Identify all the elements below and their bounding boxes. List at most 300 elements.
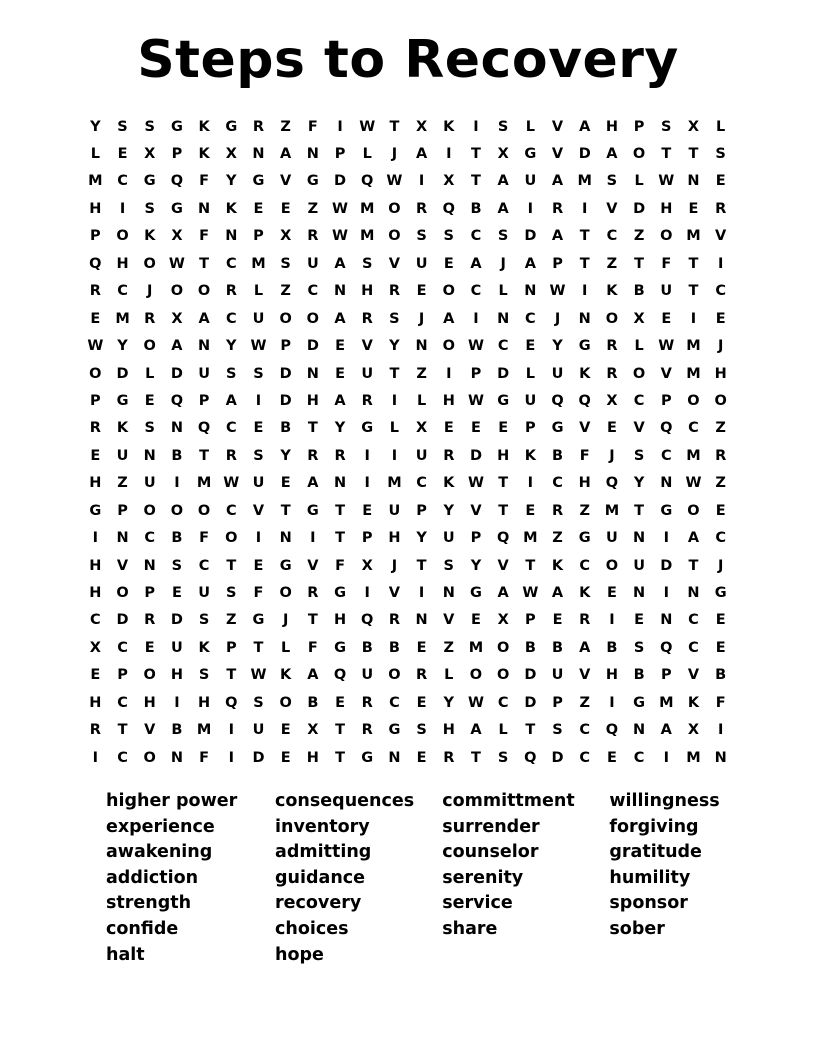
grid-cell[interactable]: N [714,749,727,766]
grid-cell[interactable]: B [171,530,183,547]
word-list-item[interactable]: hope [275,944,324,965]
grid-cell[interactable]: Z [280,283,291,300]
grid-cell[interactable]: Q [89,255,102,272]
grid-cell[interactable]: M [659,694,674,711]
grid-cell[interactable]: S [715,146,726,163]
grid-cell[interactable]: V [388,585,401,602]
grid-cell[interactable]: E [715,612,726,629]
grid-cell[interactable]: G [306,502,319,519]
grid-cell[interactable]: F [253,585,264,602]
grid-cell[interactable]: Y [226,173,237,190]
grid-cell[interactable]: I [119,200,126,217]
grid-cell[interactable]: E [280,200,291,217]
grid-cell[interactable]: W [87,338,104,355]
grid-cell[interactable]: Q [660,639,673,656]
grid-cell[interactable]: R [307,447,319,464]
grid-cell[interactable]: S [280,255,291,272]
grid-cell[interactable]: T [634,502,645,519]
grid-cell[interactable]: S [226,585,237,602]
grid-cell[interactable]: H [89,475,102,492]
grid-cell[interactable]: R [443,447,455,464]
grid-cell[interactable]: Y [470,557,482,574]
grid-cell[interactable]: V [551,146,564,163]
grid-cell[interactable]: R [361,392,373,409]
grid-cell[interactable]: L [253,283,264,300]
grid-cell[interactable]: R [579,612,591,629]
grid-cell[interactable]: Y [552,338,563,355]
grid-cell[interactable]: G [714,585,727,602]
grid-cell[interactable]: O [143,255,156,272]
word-list-item[interactable]: confide [106,919,179,940]
grid-cell[interactable]: A [551,173,564,190]
grid-cell[interactable]: C [579,557,591,574]
grid-cell[interactable]: Y [416,530,427,547]
grid-cell[interactable]: I [527,475,534,492]
grid-cell[interactable]: R [225,447,237,464]
grid-cell[interactable]: G [388,722,401,739]
word-list-item[interactable]: inventory [275,816,370,837]
grid-cell[interactable]: N [578,310,591,327]
grid-cell[interactable]: K [280,667,292,684]
grid-cell[interactable]: B [470,200,482,217]
grid-cell[interactable]: G [361,749,374,766]
grid-cell[interactable]: I [174,694,180,711]
word-list-item[interactable]: gratitude [609,842,702,863]
grid-cell[interactable]: Q [524,749,537,766]
grid-cell[interactable]: K [579,365,591,382]
word-list-item[interactable]: higher power [106,791,238,812]
grid-cell[interactable]: U [198,585,210,602]
grid-cell[interactable]: U [143,475,156,492]
grid-cell[interactable]: V [252,502,265,519]
grid-cell[interactable]: O [197,283,211,300]
grid-cell[interactable]: H [306,749,319,766]
grid-cell[interactable]: G [551,420,564,437]
grid-cell[interactable]: R [89,283,101,300]
grid-cell[interactable]: P [633,118,645,135]
grid-cell[interactable]: I [582,283,588,300]
grid-cell[interactable]: Q [197,420,211,437]
grid-cell[interactable]: T [280,502,291,519]
grid-cell[interactable]: G [279,557,292,574]
grid-cell[interactable]: Q [170,392,184,409]
grid-cell[interactable]: Q [225,694,238,711]
grid-cell[interactable]: P [334,146,346,163]
grid-cell[interactable]: K [687,694,700,711]
grid-cell[interactable]: S [117,118,128,135]
grid-cell[interactable]: C [117,694,128,711]
grid-cell[interactable]: C [144,530,156,547]
grid-cell[interactable]: R [606,338,618,355]
grid-cell[interactable]: U [361,365,374,382]
grid-cell[interactable]: B [633,667,645,684]
grid-cell[interactable]: S [661,118,672,135]
grid-cell[interactable]: E [416,694,427,711]
grid-cell[interactable]: L [716,118,726,135]
grid-cell[interactable]: K [116,420,129,437]
grid-cell[interactable]: N [660,475,673,492]
grid-cell[interactable]: U [442,530,455,547]
grid-cell[interactable]: J [418,310,425,327]
grid-cell[interactable]: U [116,447,129,464]
word-list-item[interactable]: strength [106,893,192,914]
grid-cell[interactable]: G [306,173,319,190]
grid-cell[interactable]: X [443,173,455,190]
grid-cell[interactable]: O [170,283,184,300]
grid-cell[interactable]: R [606,365,618,382]
grid-cell[interactable]: L [498,283,508,300]
grid-cell[interactable]: E [443,255,454,272]
grid-cell[interactable]: T [471,173,481,190]
grid-cell[interactable]: O [170,502,184,519]
grid-cell[interactable]: P [117,502,128,519]
grid-cell[interactable]: X [307,722,319,739]
grid-cell[interactable]: C [606,228,618,245]
grid-cell[interactable]: X [416,420,428,437]
grid-cell[interactable]: P [253,228,264,245]
grid-cell[interactable]: H [89,694,102,711]
grid-cell[interactable]: N [333,475,347,492]
word-list-item[interactable]: share [442,919,498,940]
grid-cell[interactable]: K [443,475,455,492]
grid-cell[interactable]: P [144,585,156,602]
grid-cell[interactable]: C [307,283,319,300]
grid-cell[interactable]: G [470,585,482,602]
grid-cell[interactable]: M [468,639,484,656]
grid-cell[interactable]: M [387,475,402,492]
grid-cell[interactable]: S [497,118,509,135]
grid-cell[interactable]: T [688,146,699,163]
grid-cell[interactable]: O [605,310,619,327]
grid-cell[interactable]: U [660,283,673,300]
grid-cell[interactable]: C [117,639,128,656]
grid-cell[interactable]: S [606,173,618,190]
grid-cell[interactable]: J [282,612,289,629]
grid-cell[interactable]: E [253,557,264,574]
grid-cell[interactable]: P [361,530,373,547]
grid-cell[interactable]: H [388,530,401,547]
grid-cell[interactable]: C [117,173,128,190]
grid-cell[interactable]: I [364,475,370,492]
grid-cell[interactable]: N [143,557,156,574]
grid-cell[interactable]: B [280,420,292,437]
grid-cell[interactable]: K [198,118,210,135]
grid-cell[interactable]: W [250,667,267,684]
grid-cell[interactable]: V [307,557,319,574]
grid-cell[interactable]: Z [280,118,291,135]
grid-cell[interactable]: P [90,228,101,245]
grid-cell[interactable]: T [471,749,481,766]
grid-cell[interactable]: M [577,173,592,190]
grid-cell[interactable]: U [633,557,645,574]
grid-cell[interactable]: E [90,310,101,327]
grid-cell[interactable]: M [686,365,701,382]
grid-cell[interactable]: T [199,447,210,464]
grid-cell[interactable]: J [554,310,561,327]
grid-cell[interactable]: N [633,585,646,602]
grid-cell[interactable]: F [335,557,345,574]
grid-cell[interactable]: Z [226,612,237,629]
grid-cell[interactable]: V [497,557,509,574]
grid-cell[interactable]: Q [578,392,591,409]
grid-cell[interactable]: H [442,392,455,409]
grid-cell[interactable]: C [715,283,726,300]
grid-cell[interactable]: U [171,639,183,656]
grid-cell[interactable]: J [391,146,398,163]
grid-cell[interactable]: T [253,639,264,656]
grid-cell[interactable]: U [252,475,265,492]
grid-cell[interactable]: H [605,118,618,135]
grid-cell[interactable]: A [470,255,482,272]
grid-cell[interactable]: T [389,118,400,135]
grid-cell[interactable]: I [228,722,234,739]
grid-cell[interactable]: J [147,283,153,300]
grid-cell[interactable]: P [90,392,101,409]
grid-cell[interactable]: T [226,557,237,574]
grid-cell[interactable]: S [144,118,155,135]
grid-cell[interactable]: E [471,420,481,437]
grid-cell[interactable]: D [334,173,347,190]
grid-cell[interactable]: E [715,639,726,656]
grid-cell[interactable]: C [579,722,591,739]
grid-cell[interactable]: C [117,749,128,766]
grid-cell[interactable]: W [467,475,484,492]
grid-cell[interactable]: F [199,749,210,766]
grid-cell[interactable]: Q [605,475,619,492]
grid-cell[interactable]: N [198,200,211,217]
grid-cell[interactable]: G [170,118,183,135]
grid-cell[interactable]: K [579,585,591,602]
grid-cell[interactable]: W [467,694,484,711]
grid-cell[interactable]: T [335,749,345,766]
grid-cell[interactable]: A [579,118,591,135]
grid-cell[interactable]: S [416,228,427,245]
grid-cell[interactable]: L [634,338,644,355]
grid-cell[interactable]: E [715,310,726,327]
word-list-item[interactable]: humility [609,867,691,888]
grid-cell[interactable]: S [253,447,264,464]
grid-cell[interactable]: A [198,310,210,327]
grid-cell[interactable]: S [552,722,563,739]
grid-cell[interactable]: N [633,722,646,739]
grid-cell[interactable]: N [415,612,428,629]
grid-cell[interactable]: O [143,502,156,519]
grid-cell[interactable]: K [144,228,156,245]
grid-cell[interactable]: M [251,255,266,272]
grid-cell[interactable]: R [334,447,346,464]
grid-cell[interactable]: D [578,146,591,163]
grid-cell[interactable]: U [551,365,564,382]
grid-cell[interactable]: X [144,146,156,163]
grid-cell[interactable]: W [685,475,702,492]
grid-cell[interactable]: O [306,310,319,327]
grid-cell[interactable]: I [418,173,425,190]
grid-cell[interactable]: O [116,585,129,602]
grid-cell[interactable]: P [280,338,291,355]
word-list-item[interactable]: awakening [106,842,213,863]
grid-cell[interactable]: Z [579,694,590,711]
grid-cell[interactable]: H [89,557,102,574]
grid-cell[interactable]: E [606,749,617,766]
grid-cell[interactable]: C [633,749,645,766]
grid-cell[interactable]: R [307,585,319,602]
grid-cell[interactable]: K [225,200,237,217]
grid-cell[interactable]: N [687,585,700,602]
word-list-item[interactable]: service [442,893,513,914]
grid-cell[interactable]: Q [442,200,455,217]
grid-cell[interactable]: I [690,310,697,327]
grid-cell[interactable]: D [524,228,537,245]
grid-cell[interactable]: R [388,283,400,300]
grid-cell[interactable]: F [661,255,672,272]
grid-cell[interactable]: T [335,722,345,739]
grid-cell[interactable]: G [524,146,537,163]
grid-cell[interactable]: K [443,118,455,135]
grid-cell[interactable]: W [332,228,349,245]
grid-cell[interactable]: D [279,365,292,382]
grid-cell[interactable]: H [306,392,319,409]
grid-cell[interactable]: Y [443,694,455,711]
grid-cell[interactable]: Z [633,228,645,245]
grid-cell[interactable]: R [361,694,373,711]
grid-cell[interactable]: E [416,283,427,300]
grid-cell[interactable]: E [90,447,101,464]
grid-cell[interactable]: Y [117,338,128,355]
grid-cell[interactable]: Y [280,447,291,464]
grid-cell[interactable]: V [470,502,482,519]
grid-cell[interactable]: N [198,338,211,355]
grid-cell[interactable]: D [170,365,183,382]
grid-cell[interactable]: U [388,502,401,519]
grid-cell[interactable]: S [253,694,264,711]
grid-cell[interactable]: W [332,200,349,217]
grid-cell[interactable]: I [255,530,262,547]
grid-cell[interactable]: T [688,283,699,300]
grid-cell[interactable]: Z [416,365,427,382]
grid-cell[interactable]: Q [170,173,184,190]
grid-cell[interactable]: B [388,639,400,656]
grid-cell[interactable]: R [89,722,101,739]
grid-cell[interactable]: S [497,749,509,766]
grid-cell[interactable]: H [660,200,673,217]
word-list-item[interactable]: consequences [275,791,415,812]
grid-cell[interactable]: B [552,639,564,656]
grid-cell[interactable]: N [415,338,428,355]
grid-cell[interactable]: L [444,667,454,684]
grid-cell[interactable]: E [715,173,726,190]
grid-cell[interactable]: A [497,585,509,602]
grid-cell[interactable]: T [335,502,345,519]
grid-cell[interactable]: O [687,392,700,409]
grid-cell[interactable]: T [226,667,237,684]
grid-cell[interactable]: N [660,612,673,629]
grid-cell[interactable]: C [579,749,591,766]
grid-cell[interactable]: E [335,338,345,355]
grid-cell[interactable]: D [524,667,537,684]
grid-cell[interactable]: E [253,200,264,217]
grid-cell[interactable]: K [524,447,536,464]
grid-cell[interactable]: A [225,392,237,409]
grid-cell[interactable]: J [609,447,615,464]
grid-cell[interactable]: Z [606,255,618,272]
grid-cell[interactable]: R [551,502,564,519]
grid-cell[interactable]: V [361,338,373,355]
grid-cell[interactable]: M [115,310,130,327]
grid-cell[interactable]: X [687,722,700,739]
grid-cell[interactable]: O [632,146,646,163]
grid-cell[interactable]: S [633,447,645,464]
grid-cell[interactable]: T [389,365,400,382]
grid-cell[interactable]: R [551,200,564,217]
grid-cell[interactable]: O [116,228,129,245]
grid-cell[interactable]: L [362,146,372,163]
grid-cell[interactable]: D [279,392,292,409]
grid-cell[interactable]: J [391,557,398,574]
grid-cell[interactable]: O [225,530,238,547]
grid-cell[interactable]: S [171,557,183,574]
grid-cell[interactable]: T [498,502,509,519]
grid-cell[interactable]: O [279,585,292,602]
grid-cell[interactable]: H [143,694,156,711]
word-list-item[interactable]: willingness [609,791,720,812]
grid-cell[interactable]: E [335,365,345,382]
grid-cell[interactable]: I [663,530,669,547]
grid-cell[interactable]: M [686,749,701,766]
grid-cell[interactable]: J [717,557,724,574]
grid-cell[interactable]: I [473,310,479,327]
grid-cell[interactable]: G [252,173,265,190]
grid-cell[interactable]: E [144,392,155,409]
grid-cell[interactable]: B [361,639,373,656]
grid-cell[interactable]: E [90,667,101,684]
grid-cell[interactable]: H [89,200,102,217]
grid-cell[interactable]: O [469,667,483,684]
grid-cell[interactable]: E [498,420,509,437]
grid-cell[interactable]: E [416,749,427,766]
grid-cell[interactable]: P [660,392,672,409]
grid-cell[interactable]: X [633,310,645,327]
grid-cell[interactable]: G [334,585,346,602]
grid-cell[interactable]: G [633,694,646,711]
grid-cell[interactable]: I [473,118,479,135]
grid-cell[interactable]: E [443,420,454,437]
grid-cell[interactable]: N [225,228,238,245]
grid-cell[interactable]: P [525,612,536,629]
grid-cell[interactable]: A [443,310,455,327]
grid-cell[interactable]: F [199,530,210,547]
grid-cell[interactable]: U [551,667,564,684]
grid-cell[interactable]: G [497,392,510,409]
grid-cell[interactable]: U [361,667,374,684]
grid-cell[interactable]: Q [660,420,673,437]
grid-cell[interactable]: I [717,255,724,272]
grid-cell[interactable]: P [552,694,563,711]
grid-cell[interactable]: C [225,502,237,519]
grid-cell[interactable]: G [89,502,102,519]
grid-cell[interactable]: B [524,639,536,656]
grid-cell[interactable]: S [633,639,645,656]
word-list-item[interactable]: serenity [442,867,524,888]
grid-cell[interactable]: Z [552,530,563,547]
grid-cell[interactable]: N [252,146,265,163]
grid-cell[interactable]: X [497,612,509,629]
grid-cell[interactable]: Q [496,530,510,547]
grid-cell[interactable]: L [525,118,535,135]
grid-cell[interactable]: R [388,612,400,629]
grid-cell[interactable]: Q [551,392,564,409]
grid-cell[interactable]: O [388,667,401,684]
grid-cell[interactable]: I [310,530,316,547]
